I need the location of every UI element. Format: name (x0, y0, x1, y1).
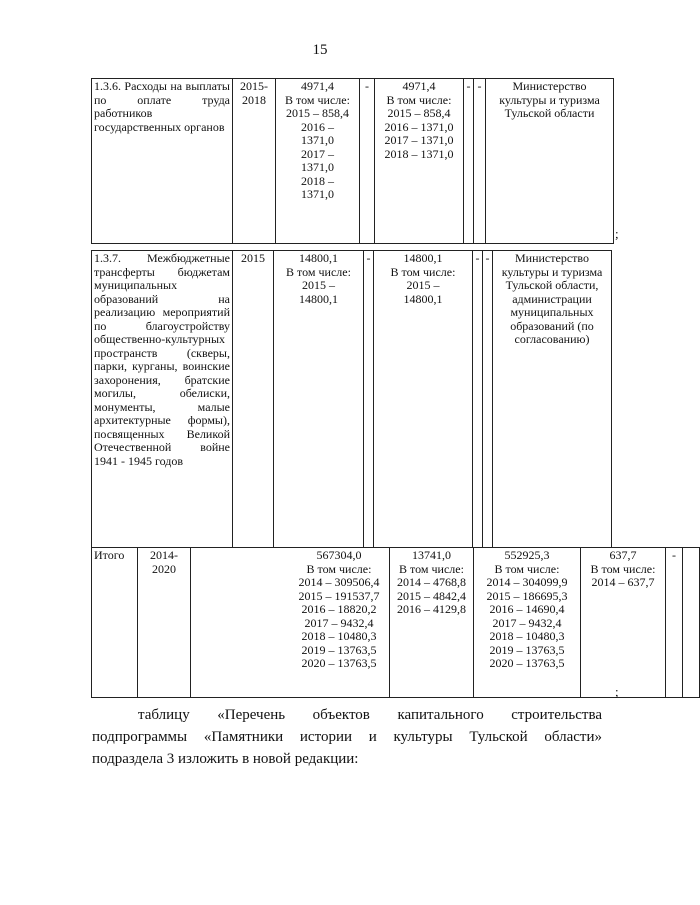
regional-cell: 552925,3 В том числе: 2014 – 304099,9 2015 – 186695,3 2016 – 14690,4 2017 – 9432,4 2018 – 10480,3 2019 – 13763,5 2020 – 13763,5 (474, 548, 581, 698)
paragraph-line-1: таблицу «Перечень объектов капитального строительства (138, 707, 602, 723)
other-cell: - (666, 548, 683, 698)
total-cell: 14800,1 В том числе: 2015 – 14800,1 (274, 251, 364, 548)
period-cell: 2014-2020 (138, 548, 191, 698)
executor-cell: Министерство культуры и туризма Тульской области, администрации муниципальных образований (по согласованию) (493, 251, 612, 548)
federal-cell: - (360, 79, 375, 244)
body-paragraph (92, 704, 602, 770)
total-row-terminator: ; (615, 684, 619, 699)
paragraph-line-3: подраздела 3 изложить в новой редакции: (92, 751, 359, 767)
table-total-row (91, 547, 700, 698)
regional-cell: 14800,1 В том числе: 2015 – 14800,1 (374, 251, 473, 548)
paragraph-line-2: подпрограммы «Памятники истории и культуры Тульской области» (92, 729, 602, 745)
local-cell: - (473, 251, 483, 548)
local-cell: - (464, 79, 474, 244)
page-number: 15 (312, 42, 328, 58)
item-cell: 1.3.6. Расходы на выплаты по оплате труда работников государственных органов (92, 79, 233, 244)
federal-cell: 13741,0 В том числе: 2014 – 4768,8 2015 – 4842,4 2016 – 4129,8 (390, 548, 474, 698)
total-cell: 4971,4 В том числе: 2015 – 858,4 2016 – 1371,0 2017 – 1371,0 2018 – 1371,0 (276, 79, 360, 244)
total-cell: 567304,0 В том числе: 2014 – 309506,4 2015 – 191537,7 2016 – 18820,2 2017 – 9432,4 2018 – 10480,3 2019 – 13763,5 2020 – 13763,5 (191, 548, 390, 698)
empty-cell (683, 548, 700, 698)
item-cell: 1.3.7. Межбюджетные трансферты бюджетам муниципальных образований на реализацию мероприятий по благоустройству общественно-культурных пространств (скверы, парки, курганы, воинские захоронения, братские могилы, обелиски, монументы, малые архитектурные формы), посвященных Великой Отечественной войне 1941 - 1945 годов (92, 251, 233, 548)
other-cell: - (474, 79, 486, 244)
table-row-1-3-7 (91, 250, 612, 548)
federal-cell: - (364, 251, 374, 548)
table-row-1-3-6 (91, 78, 614, 244)
other-cell: - (483, 251, 493, 548)
regional-cell: 4971,4 В том числе: 2015 – 858,4 2016 – 1371,0 2017 – 1371,0 2018 – 1371,0 (375, 79, 464, 244)
row-terminator: ; (615, 226, 619, 241)
executor-cell: Министерство культуры и туризма Тульской области (486, 79, 614, 244)
total-label-cell: Итого (92, 548, 138, 698)
period-cell: 2015-2018 (233, 79, 276, 244)
local-cell: 637,7 В том числе: 2014 – 637,7 (581, 548, 666, 698)
period-cell: 2015 (233, 251, 274, 548)
